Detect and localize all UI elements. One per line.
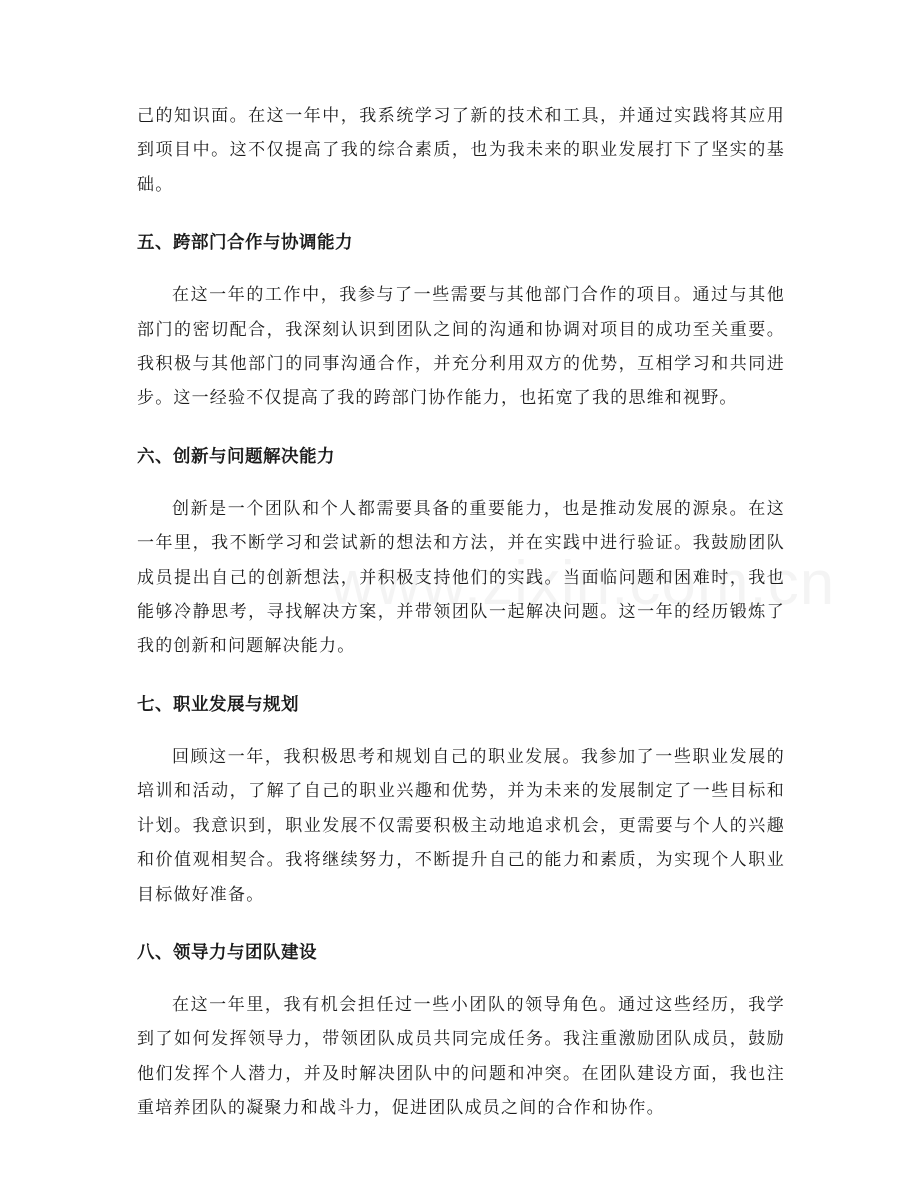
document-body bbox=[137, 99, 785, 1126]
intro-paragraph: 己的知识面。在这一年中，我系统学习了新的技术和工具，并通过实践将其应用到项目中。这不仅提高了我的综合素质，也为我未来的职业发展打下了坚实的基础。 bbox=[137, 106, 785, 195]
section-heading-8: 八、领导力与团队建设 bbox=[137, 942, 317, 963]
section-heading-5: 五、跨部门合作与协调能力 bbox=[137, 233, 353, 254]
section-body-5: 在这一年的工作中，我参与了一些需要与其他部门合作的项目。通过与其他部门的密切配合，我深刻认识到团队之间的沟通和协调对项目的成功至关重要。我积极与其他部门的同事沟通合作，并充分利用双方的优势，互相学习和共同进步。这一经验不仅提高了我的跨部门协作能力，也拓宽了我的思维和视野。 bbox=[137, 285, 785, 409]
section-heading-7: 七、职业发展与规划 bbox=[137, 694, 299, 715]
section-body-6: 创新是一个团队和个人都需要具备的重要能力，也是推动发展的源泉。在这一年里，我不断学习和尝试新的想法和方法，并在实践中进行验证。我鼓励团队成员提出自己的创新想法，并积极支持他们的实践。当面临问题和困难时，我也能够冷静思考，寻找解决方案，并带领团队一起解决问题。这一年的经历锻炼了我的创新和问题解决能力。 bbox=[137, 498, 785, 657]
section-heading-6: 六、创新与问题解决能力 bbox=[137, 446, 335, 467]
section-body-8: 在这一年里，我有机会担任过一些小团队的领导角色。通过这些经历，我学到了如何发挥领导力，带领团队成员共同完成任务。我注重激励团队成员，鼓励他们发挥个人潜力，并及时解决团队中的问题和冲突。在团队建设方面，我也注重培养团队的凝聚力和战斗力，促进团队成员之间的合作和协作。 bbox=[137, 994, 785, 1119]
section-body-7: 回顾这一年，我积极思考和规划自己的职业发展。我参加了一些职业发展的培训和活动，了解了自己的职业兴趣和优势，并为未来的发展制定了一些目标和计划。我意识到，职业发展不仅需要积极主动地追求机会，更需要与个人的兴趣和价值观相契合。我将继续努力，不断提升自己的能力和素质，为实现个人职业目标做好准备。 bbox=[137, 746, 785, 905]
